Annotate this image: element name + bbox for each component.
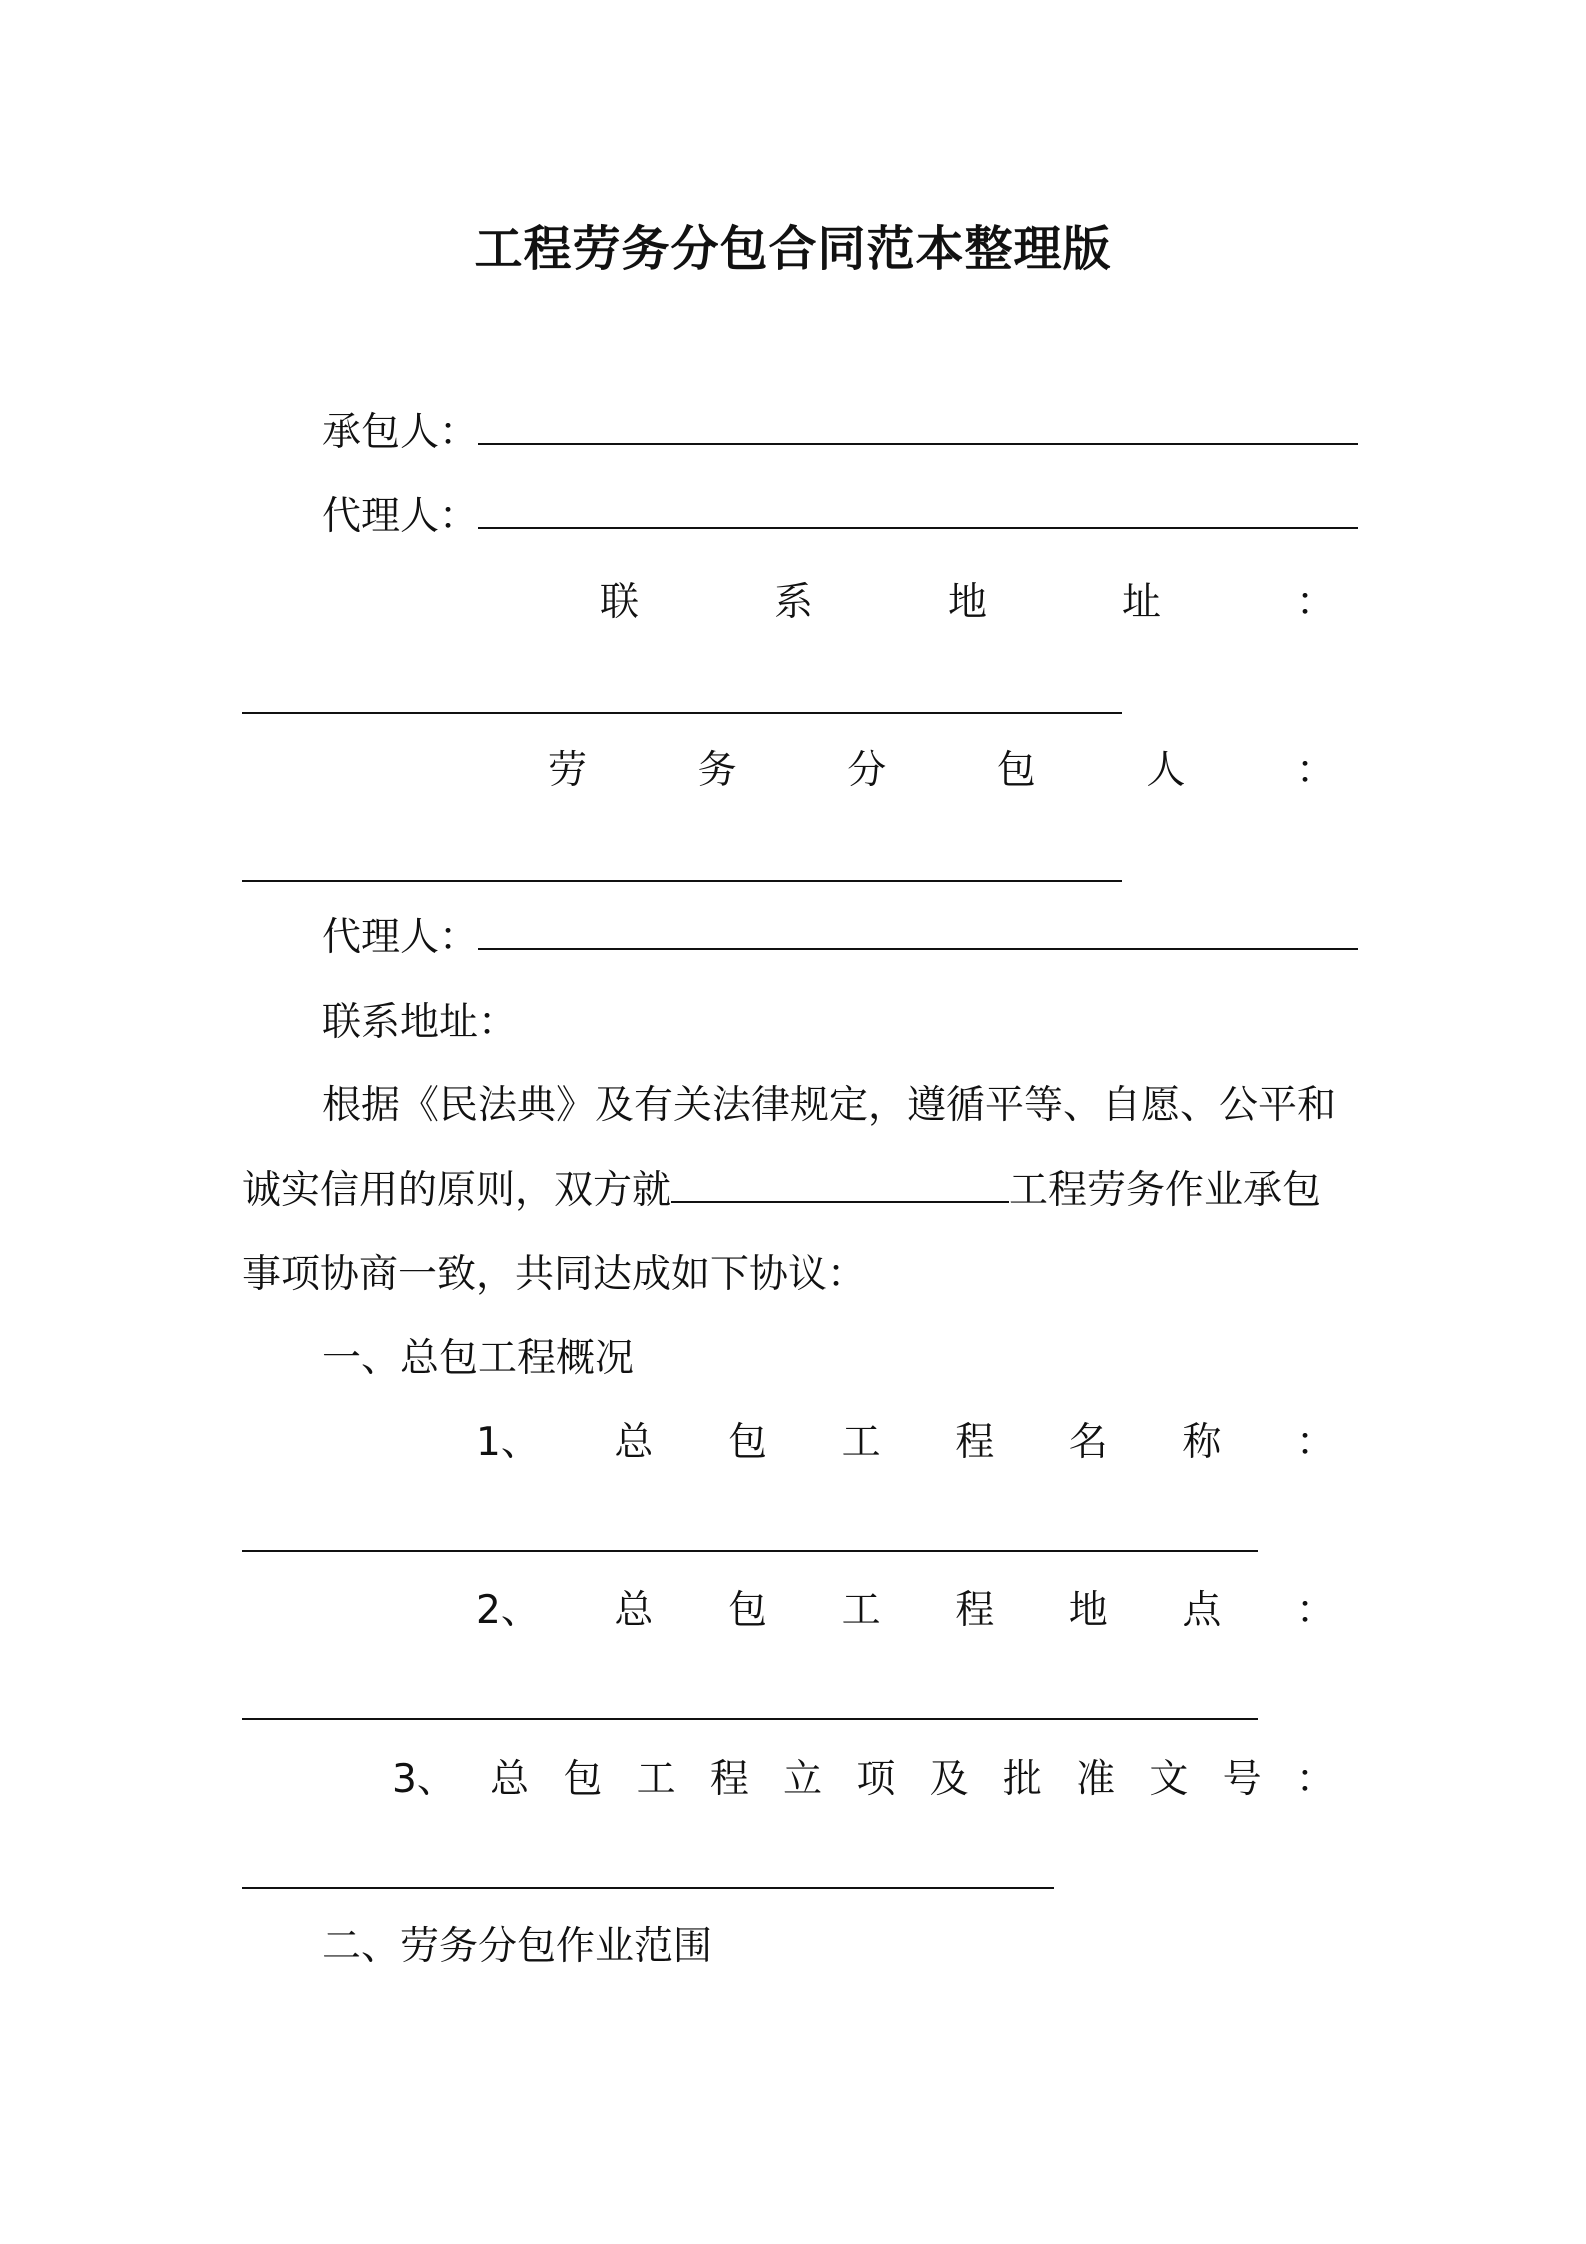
item-2-char: 包 bbox=[728, 1588, 768, 1633]
subcontractor-label bbox=[548, 743, 1335, 799]
agent-row-1 bbox=[322, 489, 1358, 545]
subcontractor-char: ： bbox=[1295, 748, 1335, 793]
address-1-char: 系 bbox=[773, 580, 813, 625]
intro-line-3: 事项协商一致，共同达成如下协议： bbox=[242, 1252, 867, 1297]
item-2-blank[interactable] bbox=[242, 1718, 1258, 1720]
item-2-label bbox=[476, 1583, 1335, 1639]
address-blank-1[interactable] bbox=[242, 712, 1122, 714]
item-2-char: ： bbox=[1295, 1588, 1335, 1633]
agent-blank-2[interactable] bbox=[478, 912, 1358, 950]
item-2-char: 2、 bbox=[476, 1588, 540, 1633]
intro-line-2-suffix: 工程劳务作业承包 bbox=[1009, 1168, 1322, 1213]
section-2-heading: 二、劳务分包作业范围 bbox=[322, 1924, 713, 1969]
item-1-char: ： bbox=[1295, 1420, 1335, 1465]
agent-row-2 bbox=[322, 910, 1358, 966]
item-1-label bbox=[476, 1415, 1335, 1471]
item-2-char: 程 bbox=[955, 1588, 995, 1633]
agent-label-2: 代理人： bbox=[322, 915, 479, 960]
contractor-label: 承包人： bbox=[322, 410, 479, 455]
agent-blank-1[interactable] bbox=[478, 491, 1358, 529]
intro-line-2 bbox=[242, 1163, 1321, 1219]
document-title: 工程劳务分包合同范本整理版 bbox=[474, 221, 1112, 277]
item-3-char: 批 bbox=[1002, 1757, 1042, 1802]
address-label-2: 联系地址： bbox=[322, 1000, 518, 1045]
subcontractor-blank[interactable] bbox=[242, 880, 1122, 882]
item-1-char: 总 bbox=[614, 1420, 654, 1465]
subcontractor-char: 包 bbox=[996, 748, 1036, 793]
item-2-char: 地 bbox=[1068, 1588, 1108, 1633]
intro-line-1: 根据《民法典》及有关法律规定，遵循平等、自愿、公平和 bbox=[322, 1083, 1337, 1128]
subcontractor-char: 务 bbox=[697, 748, 737, 793]
item-3-blank[interactable] bbox=[242, 1887, 1054, 1889]
item-3-char: 3、 bbox=[392, 1757, 456, 1802]
subcontractor-char: 分 bbox=[847, 748, 887, 793]
item-3-char: 项 bbox=[856, 1757, 896, 1802]
item-3-label bbox=[392, 1752, 1335, 1808]
intro-line-2-prefix: 诚实信用的原则，双方就 bbox=[242, 1168, 672, 1213]
item-1-char: 名 bbox=[1068, 1420, 1108, 1465]
item-3-char: 文 bbox=[1149, 1757, 1189, 1802]
address-1-char: ： bbox=[1295, 580, 1335, 625]
address-1-char: 地 bbox=[947, 580, 987, 625]
subcontractor-char: 劳 bbox=[548, 748, 588, 793]
item-3-char: ： bbox=[1295, 1757, 1335, 1802]
item-2-char: 总 bbox=[614, 1588, 654, 1633]
section-1-heading: 一、总包工程概况 bbox=[322, 1336, 635, 1381]
item-3-char: 包 bbox=[563, 1757, 603, 1802]
item-2-char: 工 bbox=[841, 1588, 881, 1633]
subcontractor-char: 人 bbox=[1146, 748, 1186, 793]
project-name-blank[interactable] bbox=[671, 1165, 1009, 1203]
item-3-char: 号 bbox=[1222, 1757, 1262, 1802]
address-1-char: 联 bbox=[600, 580, 640, 625]
item-1-char: 包 bbox=[728, 1420, 768, 1465]
item-3-char: 总 bbox=[490, 1757, 530, 1802]
item-1-blank[interactable] bbox=[242, 1550, 1258, 1552]
item-3-char: 立 bbox=[783, 1757, 823, 1802]
item-3-char: 工 bbox=[636, 1757, 676, 1802]
item-3-char: 准 bbox=[1076, 1757, 1116, 1802]
item-1-char: 工 bbox=[841, 1420, 881, 1465]
address-label-1 bbox=[600, 575, 1335, 631]
item-2-char: 点 bbox=[1182, 1588, 1222, 1633]
item-1-char: 程 bbox=[955, 1420, 995, 1465]
item-3-char: 及 bbox=[929, 1757, 969, 1802]
contractor-blank[interactable] bbox=[478, 407, 1358, 445]
item-3-char: 程 bbox=[709, 1757, 749, 1802]
item-1-char: 1、 bbox=[476, 1420, 540, 1465]
item-1-char: 称 bbox=[1182, 1420, 1222, 1465]
agent-label-1: 代理人： bbox=[322, 494, 479, 539]
address-1-char: 址 bbox=[1121, 580, 1161, 625]
contractor-row bbox=[322, 405, 1358, 461]
